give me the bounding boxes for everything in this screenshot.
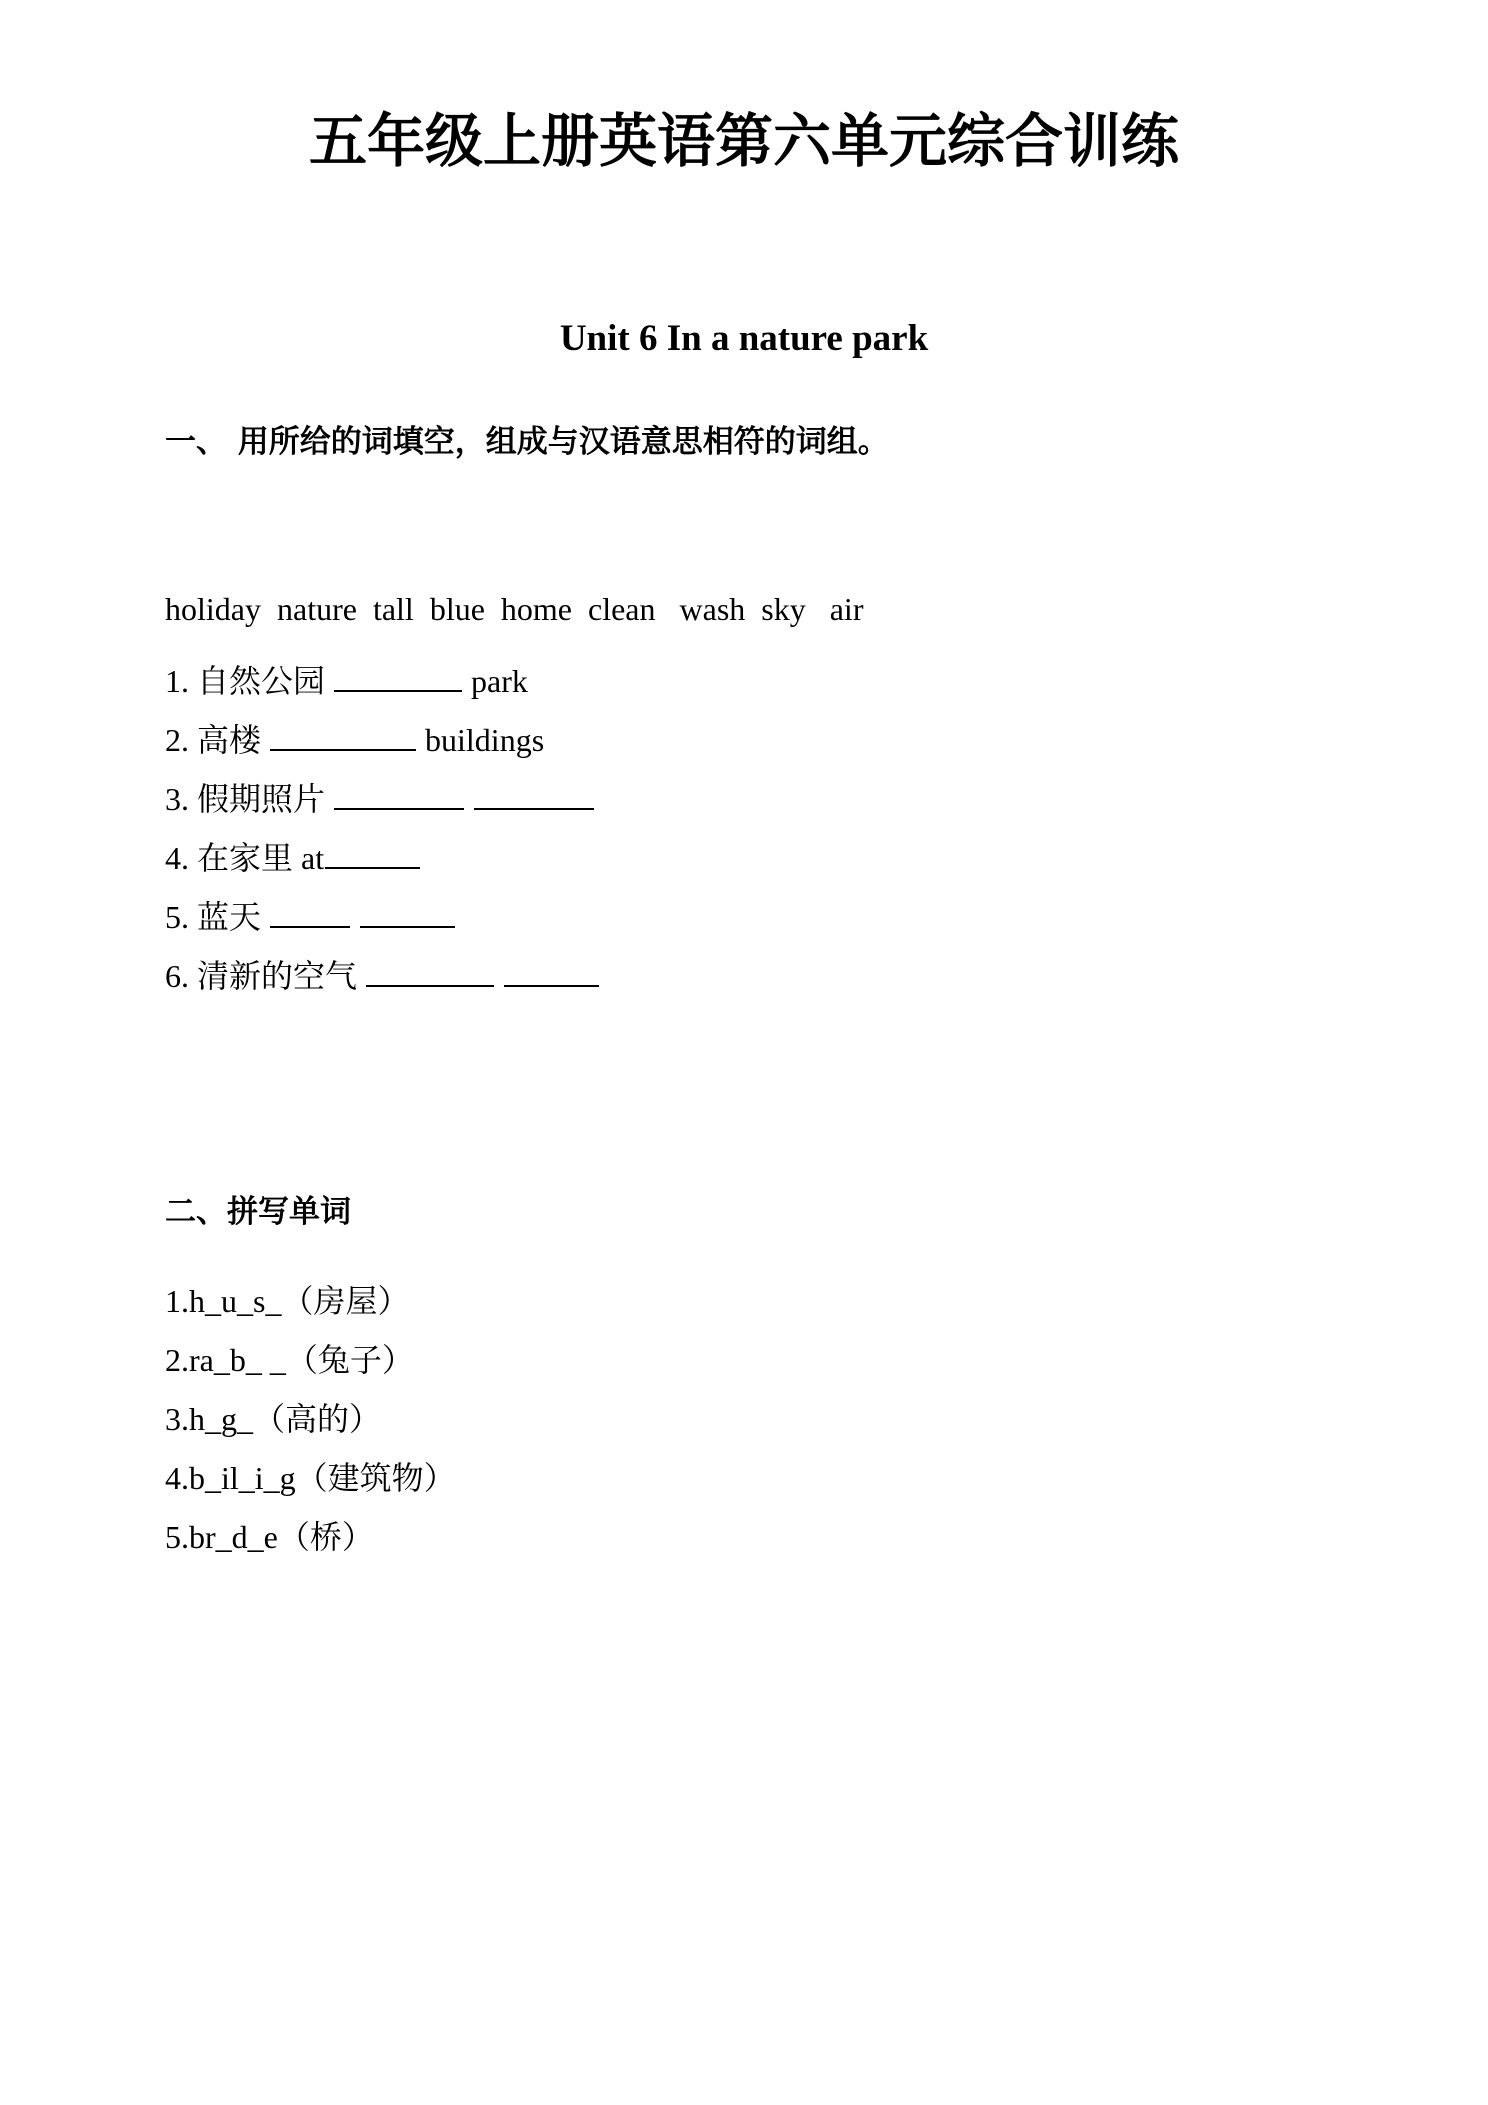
fill-in-blank-item [165,950,600,1009]
page-title: 五年级上册英语第六单元综合训练 [308,107,1179,175]
item-number: 3. [165,781,189,817]
answer-blank[interactable] [334,664,462,692]
spelling-item [165,1275,456,1334]
answer-blank[interactable] [270,900,350,928]
item-number: 1. [165,1283,189,1319]
fill-in-blank-item [165,714,600,773]
spelling-chinese-gloss: （高的） [253,1401,382,1437]
item-chinese-prompt: 高楼 [197,722,262,758]
item-number: 2. [165,1342,189,1378]
fill-in-blank-item [165,773,600,832]
answer-blank[interactable] [360,900,455,928]
unit-subtitle: Unit 6 In a nature park [559,318,929,359]
item-english-prefix: at [301,840,325,876]
spelling-item [165,1452,456,1511]
fill-in-blank-item [165,891,600,950]
item-english-suffix: park [471,663,528,699]
fill-in-blank-list [165,655,600,1009]
spelling-word-blanked[interactable]: h_u_s_ [189,1283,282,1319]
spelling-chinese-gloss: （兔子） [285,1342,414,1378]
word-bank: holiday nature tall blue home clean wash sky air [165,591,864,627]
item-chinese-prompt: 清新的空气 [197,958,358,994]
spelling-item [165,1393,456,1452]
item-english-suffix: buildings [425,722,545,758]
item-number: 5. [165,899,189,935]
item-number: 2. [165,722,189,758]
spelling-item [165,1334,456,1393]
item-number: 4. [165,840,189,876]
answer-blank[interactable] [270,723,416,751]
item-chinese-prompt: 自然公园 [197,663,326,699]
answer-blank[interactable] [325,841,420,869]
spelling-chinese-gloss: （桥） [277,1519,374,1555]
answer-blank[interactable] [504,959,599,987]
item-chinese-prompt: 在家里 [197,840,294,876]
spelling-item [165,1511,456,1570]
spelling-word-blanked[interactable]: ra_b_ _ [189,1342,286,1378]
spelling-word-blanked[interactable]: br_d_e [189,1519,278,1555]
item-number: 5. [165,1519,189,1555]
section-heading-two: 二、拼写单词 [165,1194,351,1230]
answer-blank[interactable] [474,782,594,810]
spelling-chinese-gloss: （建筑物） [295,1460,456,1496]
spelling-word-blanked[interactable]: b_il_i_g [189,1460,296,1496]
section-heading-one: 一、 用所给的词填空，组成与汉语意思相符的词组。 [165,424,889,460]
item-chinese-prompt: 假期照片 [197,781,326,817]
item-number: 1. [165,663,189,699]
spelling-word-blanked[interactable]: h_g_ [189,1401,253,1437]
item-number: 3. [165,1401,189,1437]
spelling-chinese-gloss: （房屋） [281,1283,410,1319]
item-number: 6. [165,958,189,994]
spelling-list [165,1275,456,1570]
fill-in-blank-item [165,832,600,891]
answer-blank[interactable] [366,959,494,987]
fill-in-blank-item [165,655,600,714]
item-chinese-prompt: 蓝天 [197,899,262,935]
answer-blank[interactable] [334,782,464,810]
item-number: 4. [165,1460,189,1496]
